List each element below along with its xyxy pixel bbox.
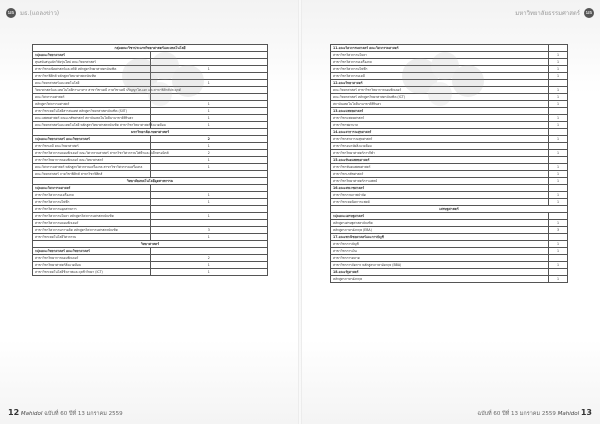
row-label: สาขาวิชาวิทยาการคอมพิวเตอร์ คณะวิทยาศาสตร์ — [33, 157, 151, 164]
table-row — [33, 234, 268, 241]
university-logo-icon: มธ — [585, 10, 593, 16]
row-label: สาขาวิชาวิทยาศาสตร์สิ่งแวดล้อม — [33, 262, 151, 269]
row-label: สาขาวิชาแพทยศาสตร์ — [331, 115, 549, 122]
row-count: 1 — [549, 262, 568, 269]
row-label: คณะวิทยาศาสตร์และเทคโนโลยี — [33, 80, 151, 87]
row-count: 1 — [549, 101, 568, 108]
row-label: สาขาวิชาเคมี คณะวิทยาศาสตร์ — [33, 143, 151, 150]
row-count: 1 — [150, 143, 268, 150]
table-row — [33, 255, 268, 262]
row-label: หลักสูตรวิศวกรรมศาสตร์ — [33, 101, 151, 108]
row-count: 1 — [150, 122, 268, 129]
row-count: 1 — [150, 262, 268, 269]
row-label: 11.คณะวิศวกรรมศาสตร์ คณะวิศวกรรมศาสตร์ — [331, 45, 549, 52]
left-issue-text: ฉบับที่ 60 ปีที่ 13 มกราคม 2559 — [44, 411, 123, 417]
table-row — [331, 248, 568, 255]
row-label: สาขาวิชาวิศวกรรมโยธา — [331, 52, 549, 59]
row-label: 15.คณะทันตแพทยศาสตร์ — [331, 157, 549, 164]
row-label: สาขาวิชาสาธารณสุขศาสตร์ — [331, 136, 549, 143]
row-label: คณะวิทยาศาสตร์ ภาควิชาฟิสิกส์ สาขาวิชาฟิสิกส์ — [33, 171, 151, 178]
table-row — [33, 262, 268, 269]
decorative-flower-icon — [110, 36, 220, 116]
row-count: 1 — [549, 276, 568, 283]
row-label: สาขาวิชาเทคนิคการแพทย์ — [331, 199, 549, 206]
row-count — [549, 108, 568, 115]
left-page-number: 12 — [8, 408, 20, 417]
table-title: กลุ่มคณะวิชาประเภทวิทยาศาสตร์และเทคโนโลยี — [33, 45, 268, 52]
row-label: สาขาวิชาเทคโนโลยีชีวภาพและจุลชีววิทยา (ICT) — [33, 269, 151, 276]
row-label: คณะวิทยาศาสตร์ สาขาวิชาวิทยาการคอมพิวเตอร์ — [331, 87, 549, 94]
row-count: 1 — [150, 213, 268, 220]
row-count: 1 — [150, 192, 268, 199]
row-label: 12.คณะวิทยาศาสตร์ — [331, 80, 549, 87]
row-label: กลุ่มคณะเศรษฐศาสตร์ — [331, 213, 549, 220]
row-count — [549, 234, 568, 241]
table-row — [33, 227, 268, 234]
table-heading-row — [331, 206, 568, 213]
table-row — [33, 269, 268, 276]
row-count: 1 — [150, 157, 268, 164]
page-gutter — [298, 0, 302, 424]
row-count: 2 — [150, 150, 268, 157]
row-label: สาขาวิชาการตลาด — [331, 255, 549, 262]
row-label: สาขาวิชาวิศวกรรมเครื่องกล — [33, 192, 151, 199]
table-row — [331, 192, 568, 199]
row-label: สาขาวิชาวิทยาการคอมพิวเตอร์ — [33, 255, 151, 262]
row-count: 1 — [549, 178, 568, 185]
row-count — [150, 171, 268, 178]
row-count: 1 — [549, 52, 568, 59]
row-label: สาขาวิชาวิศวกรรมคอมพิวเตอร์ คณะวิศวกรรมศาสตร์ สาขาวิชาวิศวกรรมไฟฟ้าและอิเล็กทรอนิกส์ — [33, 150, 151, 157]
table-heading-row — [33, 241, 268, 248]
row-count: 1 — [150, 66, 268, 73]
table-section-row — [331, 213, 568, 220]
row-count: 1 — [549, 122, 568, 129]
table-row — [331, 199, 568, 206]
row-count: 1 — [150, 108, 268, 115]
row-count: 1 — [150, 199, 268, 206]
table-row — [331, 227, 568, 234]
row-count: 1 — [150, 115, 268, 122]
table-row — [331, 220, 568, 227]
row-count — [549, 80, 568, 87]
table-row — [33, 192, 268, 199]
row-count — [549, 255, 568, 262]
row-label: สาขาวิชาวิศวกรรมเคมี — [331, 73, 549, 80]
row-count: 1 — [150, 234, 268, 241]
row-count: 1 — [549, 199, 568, 206]
right-page-footer — [477, 408, 592, 418]
row-label: 13.คณะแพทยศาสตร์ — [331, 108, 549, 115]
row-count — [150, 206, 268, 213]
table-section-row — [331, 269, 568, 276]
table-row — [331, 164, 568, 171]
row-count: 1 — [150, 101, 268, 108]
row-label: กลุ่มคณะวิศวกรรมศาสตร์ — [33, 185, 151, 192]
table-row — [33, 157, 268, 164]
table-heading-row — [33, 129, 268, 136]
row-label: สาขาวิชาวิทยาศาสตร์การกีฬา — [331, 150, 549, 157]
table-row — [331, 150, 568, 157]
row-count: 1 — [549, 248, 568, 255]
row-label: คณะวิศวกรรมศาสตร์ หลักสูตรวิศวกรรมเครื่องกล สาขาวิชาวิศวกรรมเครื่องกล — [33, 164, 151, 171]
row-label: สาขาวิชาพยาบาล — [331, 122, 549, 129]
row-label: สาขาวิชาวิศวกรรมอุตสาหการ — [33, 206, 151, 213]
table-row — [33, 150, 268, 157]
table-row — [33, 206, 268, 213]
table-row — [331, 255, 568, 262]
table-row — [331, 122, 568, 129]
table-row — [331, 241, 568, 248]
row-count: 1 — [150, 269, 268, 276]
table-heading-row — [33, 178, 268, 185]
row-count: 1 — [549, 192, 568, 199]
row-label: สาขาวิชาวิศวกรรมโยธา หลักสูตรวิศวกรรมศาสตรบัณฑิต — [33, 213, 151, 220]
row-label: 18.คณะรัฐศาสตร์ — [331, 269, 549, 276]
row-count: 1 — [150, 80, 268, 87]
row-label: คณะวิทยาศาสตร์ หลักสูตรวิทยาศาสตรบัณฑิต (ICT) — [331, 94, 549, 101]
university-logo-icon: มธ — [7, 10, 15, 16]
table-section-row — [331, 157, 568, 164]
row-count: 1 — [549, 164, 568, 171]
table-section-row — [33, 185, 268, 192]
row-count: 1 — [549, 94, 568, 101]
row-count — [549, 143, 568, 150]
row-count: 1 — [549, 87, 568, 94]
row-label: สาขาวิชาวิศวกรรมการผลิต หลักสูตรวิศวกรรมศาสตรบัณฑิต — [33, 227, 151, 234]
row-count — [549, 157, 568, 164]
row-count — [549, 129, 568, 136]
row-count — [549, 45, 568, 52]
row-count: 1 — [549, 66, 568, 73]
row-count: 3 — [549, 227, 568, 234]
table-row — [331, 143, 568, 150]
row-label: คณะแพทยศาสตร์ คณะเภสัชศาสตร์ สถาบันเทคโนโลยีนานาชาติสิรินธร — [33, 115, 151, 122]
row-count — [549, 213, 568, 220]
left-header-title: มธ.(แถลงข่าว) — [20, 10, 60, 17]
row-label: 14.คณะสาธารณสุขศาสตร์ — [331, 129, 549, 136]
table-row — [331, 136, 568, 143]
table-row — [331, 262, 568, 269]
row-count: 1 — [549, 59, 568, 66]
table-section-row — [33, 136, 268, 143]
row-label: คณะวิศวกรรมศาสตร์ — [33, 94, 151, 101]
decorative-flower-icon — [390, 36, 500, 116]
row-label: วิทยาศาสตร์และเทคโนโลยีการอาหาร สาขาวิชาเคมี ภาควิชาเคมี ปริญญาโท-เอก และสาขาฟิสิกส์ประยุกต์ — [33, 87, 151, 94]
row-label: สาขาวิชาคณิตศาสตร์และสถิติ หลักสูตรวิทยาศาสตรบัณฑิต — [33, 66, 151, 73]
table-heading: เศรษฐศาสตร์ — [331, 206, 568, 213]
row-count: 1 — [549, 220, 568, 227]
row-label: หลักสูตรเศรษฐศาสตรบัณฑิต — [331, 220, 549, 227]
row-label: สาขาวิชาการจัดการ หลักสูตรภาษาอังกฤษ (BBA) — [331, 262, 549, 269]
table-heading: วิทยาลัยเทคโนโลยีอุตสาหกรรม — [33, 178, 268, 185]
table-row — [33, 171, 268, 178]
row-label: สาขาวิชาวิศวกรรมไฟฟ้า — [331, 66, 549, 73]
row-label: สาขาวิชาอนามัยสิ่งแวดล้อม — [331, 143, 549, 150]
row-label: สาขาวิชาเภสัชศาสตร์ — [331, 171, 549, 178]
table-row — [33, 213, 268, 220]
row-label: สาขาวิชากายภาพบำบัด — [331, 192, 549, 199]
row-count: 2 — [150, 136, 268, 143]
right-header-title: มหาวิทยาลัยธรรมศาสตร์ — [515, 10, 580, 17]
row-label: สาขาวิชาเทคโนโลยีวิศวกรรม — [33, 234, 151, 241]
right-page-header — [515, 6, 594, 20]
table-row — [331, 178, 568, 185]
row-count — [150, 248, 268, 255]
table-row — [33, 122, 268, 129]
row-label: กลุ่มคณะวิทยาศาสตร์ — [33, 52, 151, 59]
row-count: 3 — [150, 227, 268, 234]
row-count: 1 — [549, 136, 568, 143]
left-publication-name: Mahidol — [20, 411, 43, 417]
row-count: 1 — [549, 73, 568, 80]
row-count: 1 — [150, 164, 268, 171]
row-label: สาขาวิชาเทคโนโลยีสารสนเทศ หลักสูตรวิทยาศาสตรบัณฑิต (SIIT) — [33, 108, 151, 115]
row-count — [150, 220, 268, 227]
row-label: ทุนสนับสนุนนักวิจัยรุ่นใหม่ คณะวิทยาศาสตร์ — [33, 59, 151, 66]
row-label: สาขาวิชาการบัญชี — [331, 241, 549, 248]
right-publication-name: Mahidol — [557, 411, 580, 417]
row-count — [549, 269, 568, 276]
row-count: 2 — [150, 255, 268, 262]
left-page-header — [6, 6, 59, 20]
row-label: กลุ่มคณะวิทยาศาสตร์ คณะวิทยาศาสตร์ — [33, 248, 151, 255]
table-row — [33, 164, 268, 171]
row-count: 1 — [549, 171, 568, 178]
table-heading: วิทยาศาสตร์ — [33, 241, 268, 248]
row-label: สาขาวิชาวิทยาศาสตร์การแพทย์ — [331, 178, 549, 185]
row-label: สาขาวิชาวิศวกรรมไฟฟ้า — [33, 199, 151, 206]
row-count: 1 — [549, 150, 568, 157]
table-heading: มหาวิทยาลัยเกษตรศาสตร์ — [33, 129, 268, 136]
table-section-row — [331, 234, 568, 241]
row-label: สาขาวิชาฟิสิกส์ หลักสูตรวิทยาศาสตรบัณฑิต — [33, 73, 151, 80]
row-label: สาขาวิชาวิศวกรรมเครื่องกล — [331, 59, 549, 66]
row-count: 1 — [549, 241, 568, 248]
table-row — [33, 220, 268, 227]
row-label: สาขาวิชาการเงิน — [331, 248, 549, 255]
row-label: คณะวิทยาศาสตร์และเทคโนโลยี หลักสูตรวิทยาศาสตรบัณฑิต สาขาวิชาวิทยาศาสตร์สิ่งแวดล้อม — [33, 122, 151, 129]
row-label: กลุ่มคณะวิทยาศาสตร์ คณะวิทยาศาสตร์ — [33, 136, 151, 143]
row-label: สาขาวิชาวิศวกรรมคอมพิวเตอร์ — [33, 220, 151, 227]
row-label: 17.คณะพาณิชยศาสตร์และการบัญชี — [331, 234, 549, 241]
right-issue-text: ฉบับที่ 60 ปีที่ 13 มกราคม 2559 — [477, 411, 556, 417]
row-count: 1 — [549, 115, 568, 122]
right-page-number: 13 — [580, 408, 592, 417]
row-label: สาขาวิชาทันตแพทยศาสตร์ — [331, 164, 549, 171]
table-section-row — [331, 185, 568, 192]
table-row — [33, 143, 268, 150]
left-page-footer — [8, 408, 123, 418]
table-row — [33, 199, 268, 206]
table-section-row — [331, 129, 568, 136]
table-row — [331, 171, 568, 178]
row-count — [150, 185, 268, 192]
table-section-row — [33, 248, 268, 255]
table-row — [331, 276, 568, 283]
row-label: หลักสูตรภาษาอังกฤษ — [331, 276, 549, 283]
row-label: สถาบันเทคโนโลยีนานาชาติสิรินธร — [331, 101, 549, 108]
row-label: 16.คณะสหเวชศาสตร์ — [331, 185, 549, 192]
row-count — [549, 185, 568, 192]
row-label: หลักสูตรภาษาอังกฤษ (EBA) — [331, 227, 549, 234]
